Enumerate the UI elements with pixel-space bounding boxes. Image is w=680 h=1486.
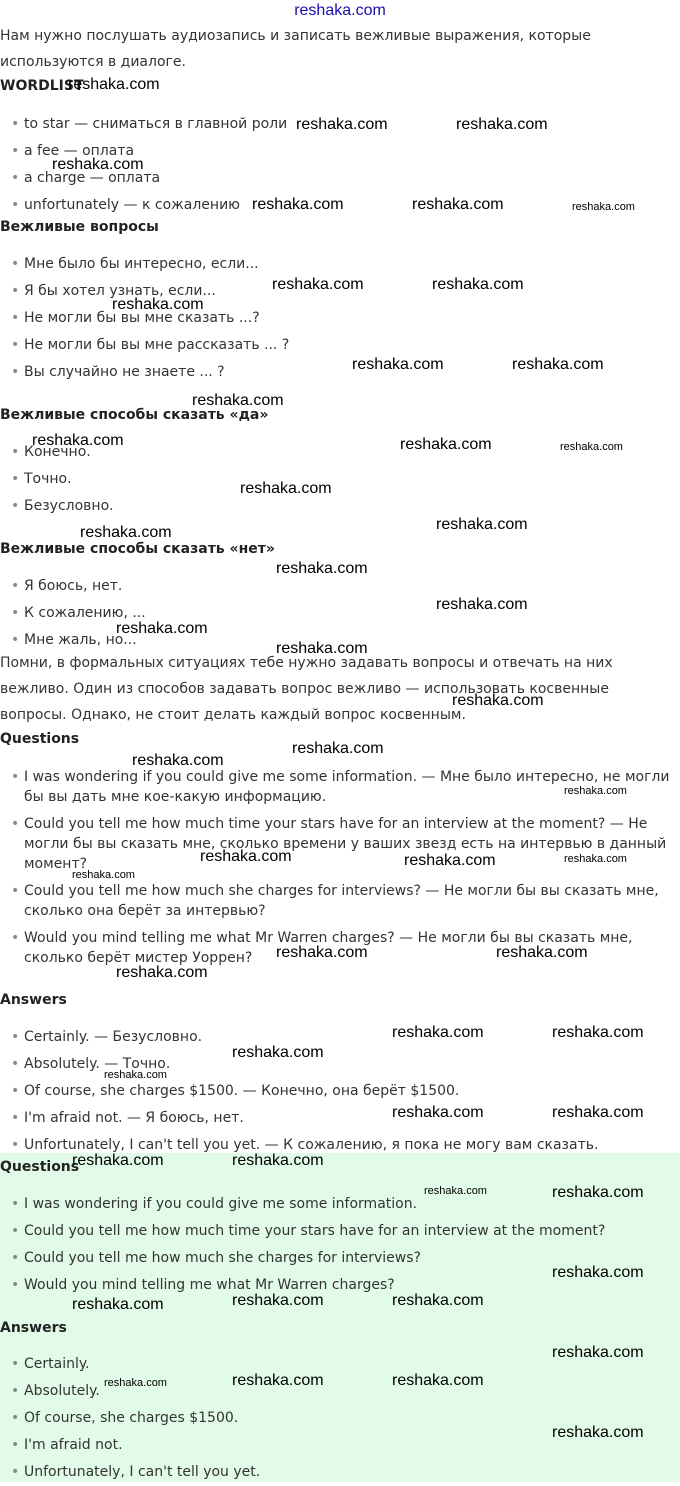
watermark: reshaka.com [116,620,208,637]
watermark: reshaka.com [564,785,627,797]
list-item: • Не могли бы вы мне сказать ...? [0,305,680,332]
questions-en-list [0,1191,680,1299]
list-item: • to star — сниматься в главной роли [0,111,680,138]
note-text: Помни, в формальных ситуациях тебе нужно задавать вопросы и отвечать на них вежливо. Один из способов задавать вопрос вежливо — использовать косвенные вопросы. Однако, не стоит делать каждый вопрос косвенным. [0,655,613,723]
watermark: reshaka.com [112,296,204,313]
list-item: • I was wondering if you could give me some information. [0,1191,680,1218]
polite-no-heading: Вежливые способы сказать «нет» [0,541,275,557]
list-item: • unfortunately — к сожалению [0,192,680,219]
watermark: reshaka.com [432,276,524,293]
watermark: reshaka.com [232,1152,324,1169]
watermark: reshaka.com [436,596,528,613]
watermark: reshaka.com [564,853,627,865]
watermark: reshaka.com [276,944,368,961]
watermark: reshaka.com [32,432,124,449]
watermark: reshaka.com [552,1344,644,1361]
watermark: reshaka.com [232,1372,324,1389]
watermark: reshaka.com [552,1424,644,1441]
polite-questions-heading: Вежливые вопросы [0,219,159,235]
list-item: • Мне жаль, но... [0,627,680,654]
list-item: • Точно. [0,466,680,493]
answers-en-list [0,1351,680,1486]
watermark: reshaka.com [452,692,544,709]
list-item: • Certainly. [0,1351,680,1378]
watermark: reshaka.com [392,1372,484,1389]
watermark: reshaka.com [552,1104,644,1121]
watermark: reshaka.com [496,944,588,961]
list-item: • Я бы хотел узнать, если... [0,278,680,305]
wordlist-heading: WORDLIST [0,78,84,94]
list-item: • I'm afraid not. [0,1432,680,1459]
answers-en-heading: Answers [0,1320,67,1336]
list-item: • Could you tell me how much time your stars have for an interview at the moment? — Не могли бы вы сказать мне, сколько времени у ваших звезд есть на интервью в данный момент? [0,814,680,874]
list-item: • Absolutely. — Точно. [0,1051,680,1078]
list-item: • I'm afraid not. — Я боюсь, нет. [0,1105,680,1132]
list-item: • К сожалению, ... [0,600,680,627]
intro-text: Нам нужно послушать аудиозапись и записать вежливые выражения, которые используются в диалоге. [0,28,591,70]
watermark: reshaka.com [72,869,135,881]
watermark: reshaka.com [192,392,284,409]
list-item: • a fee — оплата [0,138,680,165]
watermark: reshaka.com [412,196,504,213]
watermark: reshaka.com [392,1292,484,1309]
watermark: reshaka.com [392,1024,484,1041]
watermark: reshaka.com [116,964,208,981]
watermark: reshaka.com [232,1292,324,1309]
watermark: reshaka.com [132,752,224,769]
watermark: reshaka.com [296,116,388,133]
list-item: • Безусловно. [0,493,680,520]
watermark: reshaka.com [68,76,160,93]
watermark: reshaka.com [232,1044,324,1061]
list-item: • Could you tell me how much she charges for interviews? — Не могли бы вы сказать мне, сколько она берёт за интервью? [0,881,680,921]
watermark: reshaka.com [276,560,368,577]
watermark: reshaka.com [456,116,548,133]
watermark: reshaka.com [276,640,368,657]
watermark: reshaka.com [52,156,144,173]
polite-yes-heading: Вежливые способы сказать «да» [0,407,269,423]
watermark: reshaka.com [352,356,444,373]
answers-list [0,1024,680,1159]
list-item: • Unfortunately, I can't tell you yet. — К сожалению, я пока не могу вам сказать. [0,1132,680,1159]
watermark: reshaka.com [552,1184,644,1201]
watermark: reshaka.com [400,436,492,453]
list-item: • Of course, she charges $1500. — Конечно, она берёт $1500. [0,1078,680,1105]
questions-en-heading: Questions [0,1159,80,1175]
watermark: reshaka.com [252,196,344,213]
watermark: reshaka.com [292,740,384,757]
list-item: • Could you tell me how much time your stars have for an interview at the moment? [0,1218,680,1245]
watermark: reshaka.com [424,1185,487,1197]
list-item: • Unfortunately, I can't tell you yet. [0,1459,680,1486]
list-item: • Не могли бы вы мне рассказать ... ? [0,332,680,359]
list-item: • a charge — оплата [0,165,680,192]
watermark: reshaka.com [436,516,528,533]
list-item: • Конечно. [0,439,680,466]
watermark: reshaka.com [512,356,604,373]
site-header-link[interactable]: reshaka.com [294,2,386,19]
watermark: reshaka.com [572,201,635,213]
list-item: • Would you mind telling me what Mr Warren charges? [0,1272,680,1299]
list-item: • Of course, she charges $1500. [0,1405,680,1432]
watermark: reshaka.com [404,852,496,869]
watermark: reshaka.com [240,480,332,497]
list-item: • Would you mind telling me what Mr Warren charges? — Не могли бы вы сказать мне, сколько берёт мистер Уоррен? [0,928,680,968]
watermark: reshaka.com [272,276,364,293]
watermark: reshaka.com [552,1264,644,1281]
list-item: • Мне было бы интересно, если... [0,251,680,278]
list-item: • Вы случайно не знаете ... ? [0,359,680,386]
watermark: reshaka.com [200,848,292,865]
watermark: reshaka.com [72,1152,164,1169]
list-item: • I was wondering if you could give me some information. — Мне было интересно, не могли бы вы дать мне кое-какую информацию. [0,767,680,807]
watermark: reshaka.com [80,524,172,541]
answers-heading: Answers [0,992,67,1008]
watermark: reshaka.com [552,1024,644,1041]
watermark: reshaka.com [392,1104,484,1121]
list-item: • Absolutely. [0,1378,680,1405]
watermark: reshaka.com [72,1296,164,1313]
questions-heading: Questions [0,731,80,747]
watermark: reshaka.com [560,441,623,453]
watermark: reshaka.com [104,1069,167,1081]
list-item: • Certainly. — Безусловно. [0,1024,680,1051]
watermark: reshaka.com [104,1377,167,1389]
list-item: • Could you tell me how much she charges for interviews? [0,1245,680,1272]
list-item: • Я боюсь, нет. [0,573,680,600]
